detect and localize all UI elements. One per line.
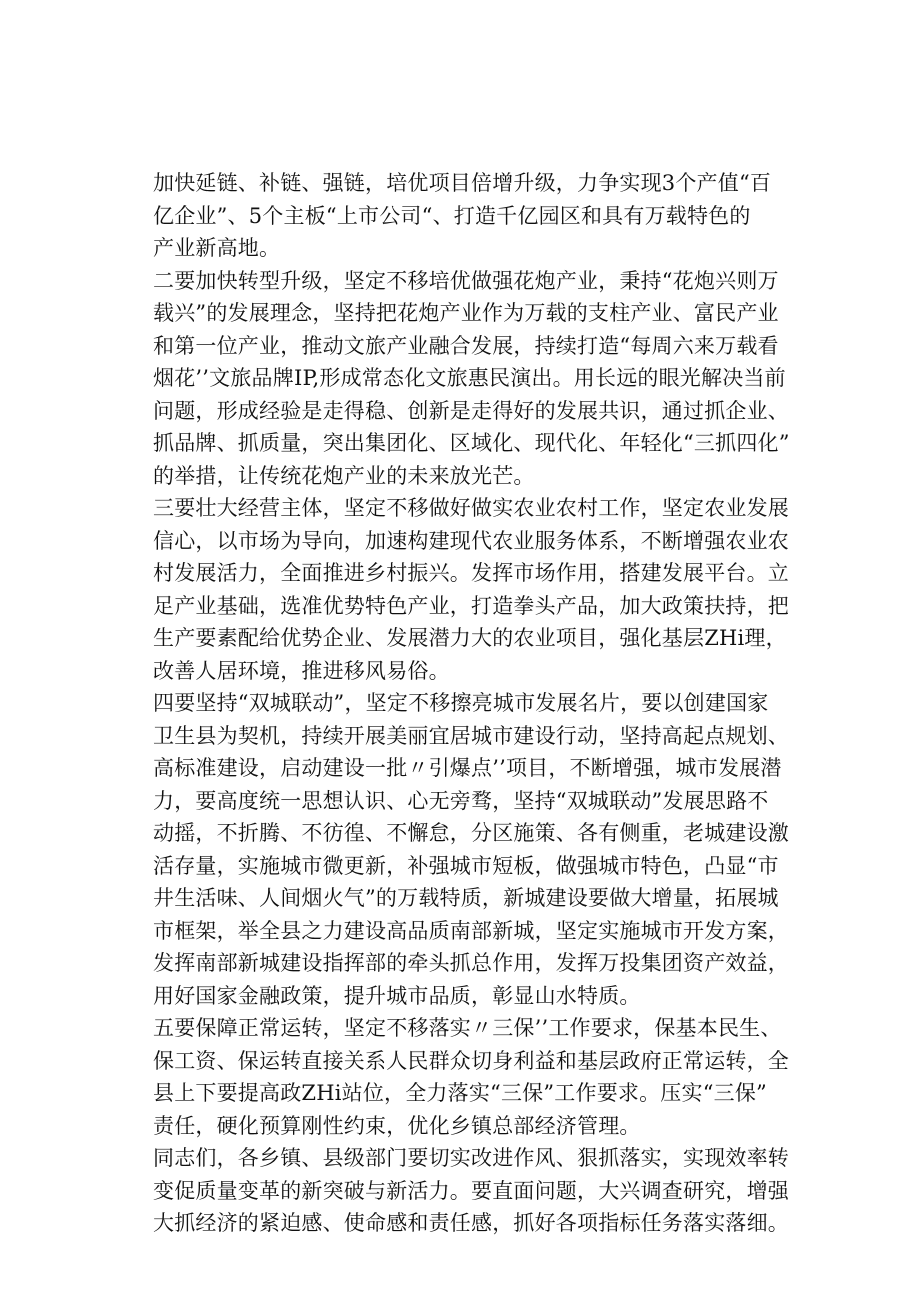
document-body xyxy=(153,167,790,1240)
text-line: 变促质量变革的新突破与新活力。要直面问题，大兴调查研究，增强 xyxy=(153,1178,789,1203)
text-line: 生产要素配给优势企业、发展潜力大的农业项目，强化基层ZHi理， xyxy=(153,626,787,650)
text-line: 活存量，实施城市微更新，补强城市短板，做强城市特色，凸显“市 xyxy=(153,853,779,878)
text-line: 井生活味、人间烟火气”的万载特质，新城建设要做大增量，拓展城 xyxy=(153,886,779,910)
text-line: 加快延链、补链、强链，培优项目倍增升级，力争实现3个产值“百 xyxy=(153,171,772,195)
text-line: 足产业基础，选准优势特色产业，打造拳头产品，加大政策扶持，把 xyxy=(153,593,789,618)
text-line: 同志们，各乡镇、县级部门要切实改进作风、狠抓落实，实现效率转 xyxy=(153,1146,789,1170)
text-line: 用好国家金融政策，提升城市品质，彰显山水特质。 xyxy=(153,983,641,1008)
text-line: 责任，硬化预算刚性约束，优化乡镇总部经济管理。 xyxy=(153,1113,641,1138)
text-line: 抓品牌、抓质量，突出集团化、区域化、现代化、年轻化“三抓四化” xyxy=(153,431,790,455)
text-line: 村发展活力，全面推进乡村振兴。发挥市场作用，搭建发展平台。立 xyxy=(153,561,789,585)
text-line: 卫生县为契机，持续开展美丽宜居城市建设行动，坚持高起点规划、 xyxy=(153,723,789,748)
text-line: 产业新高地。 xyxy=(153,236,281,260)
text-line: 动摇，不折腾、不彷徨、不懈怠，分区施策、各有侧重，老城建设激 xyxy=(153,821,789,845)
text-line: 五要保障正常运转，坚定不移落实〃三保’’工作要求，保基本民生、 xyxy=(153,1016,782,1040)
text-line: 保工资、保运转直接关系人民群众切身利益和基层政府正常运转，全 xyxy=(153,1048,789,1073)
text-line: 大抓经济的紧迫感、使命感和责任感，抓好各项指标任务落实落细。 xyxy=(153,1211,789,1235)
text-line: 高标准建设，启动建设一批〃引爆点’’项目，不断增强，城市发展潜 xyxy=(153,756,782,780)
text-line: 改善人居环境，推进移风易俗。 xyxy=(153,658,450,683)
text-line: 信心，以市场为导向，加速构建现代农业服务体系，不断增强农业农 xyxy=(153,528,789,553)
text-line: 三要壮大经营主体，坚定不移做好做实农业农村工作，坚定农业发展 xyxy=(153,496,789,520)
text-line: 和第一位产业，推动文旅产业融合发展，持续打造“每周六来万载看 xyxy=(153,333,779,358)
text-line: 力，要高度统一思想认识、心无旁骛，坚持“双城联动”发展思路不 xyxy=(153,788,769,813)
text-line: 县上下要提高政ZHi站位，全力落实“三保”工作要求。压实“三保” xyxy=(153,1081,767,1105)
text-line: 二要加快转型升级，坚定不移培优做强花炮产业，秉持“花炮兴则万 xyxy=(153,268,779,293)
text-line: 问题，形成经验是走得稳、创新是走得好的发展共识，通过抓企业、 xyxy=(153,398,789,423)
text-line: 四要坚持“双城联动”，坚定不移擦亮城市发展名片，要以创建国家 xyxy=(153,691,769,715)
text-line: 载兴”的发展理念，坚持把花炮产业作为万载的支柱产业、富民产业 xyxy=(153,301,779,325)
text-line: 发挥南部新城建设指挥部的牵头抓总作用，发挥万投集团资产效益， xyxy=(153,951,789,975)
text-line: 烟花’’文旅品牌IP,形成常态化文旅惠民演出。用长远的眼光解决当前 xyxy=(153,366,786,390)
text-line: 亿企业”、5个主板“上市公司“、打造千亿园区和具有万载特色的 xyxy=(153,203,751,228)
text-line: 的举措，让传统花炮产业的未来放光芒。 xyxy=(153,463,535,488)
text-line: 市框架，举全县之力建设高品质南部新城，坚定实施城市开发方案， xyxy=(153,918,789,943)
